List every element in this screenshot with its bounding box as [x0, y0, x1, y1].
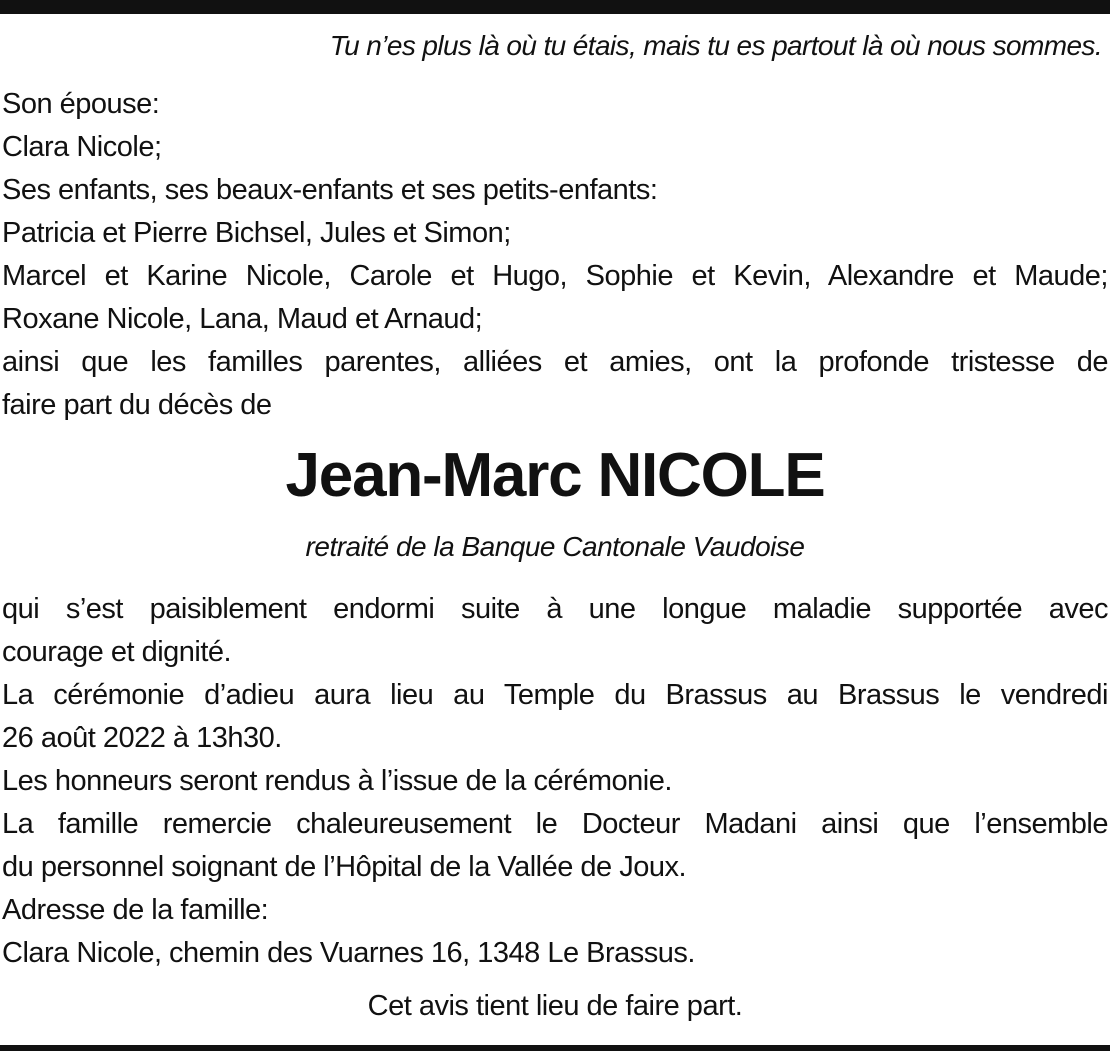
deceased-occupation: retraité de la Banque Cantonale Vaudoise: [305, 531, 805, 562]
thanks-text: La famille remercie chaleureusement le Docteur Madani ainsi que l’ensemble: [2, 808, 1108, 840]
thanks-text: du personnel soignant de l’Hôpital de la Vallée de Joux.: [2, 851, 687, 883]
announcement-text: faire part du décès de: [2, 389, 272, 421]
epigraph-quote: Tu n’es plus là où tu étais, mais tu es partout là où nous sommes.: [329, 30, 1102, 61]
children-heading: Ses enfants, ses beaux-enfants et ses petits-enfants:: [2, 174, 658, 206]
deceased-name: Jean-Marc NICOLE: [285, 441, 825, 510]
top-border-rule: [0, 0, 1110, 14]
family-section: [2, 83, 1108, 427]
bottom-border-rule: [0, 1045, 1110, 1051]
ceremony-text: La cérémonie d’adieu aura lieu au Temple du Brassus au Brassus le vendredi: [2, 679, 1108, 711]
announcement-text: ainsi que les familles parentes, alliées et amies, ont la profonde tristesse de: [2, 346, 1108, 378]
children-family-line: Patricia et Pierre Bichsel, Jules et Simon;: [2, 217, 511, 249]
children-family-line: Roxane Nicole, Lana, Maud et Arnaud;: [2, 303, 483, 335]
passing-text: courage et dignité.: [2, 636, 232, 668]
family-address: Clara Nicole, chemin des Vuarnes 16, 1348 Le Brassus.: [2, 937, 695, 969]
honors-text: Les honneurs seront rendus à l’issue de la cérémonie.: [2, 765, 672, 797]
spouse-name: Clara Nicole;: [2, 131, 162, 163]
details-section: [2, 588, 1108, 975]
spouse-heading: Son épouse:: [2, 88, 160, 120]
children-family-line: Marcel et Karine Nicole, Carole et Hugo, Sophie et Kevin, Alexandre et Maude;: [2, 260, 1108, 292]
closing-note: Cet avis tient lieu de faire part.: [367, 990, 743, 1022]
ceremony-text: 26 août 2022 à 13h30.: [2, 722, 282, 754]
address-heading: Adresse de la famille:: [2, 894, 269, 926]
passing-text: qui s’est paisiblement endormi suite à une longue maladie supportée avec: [2, 593, 1108, 625]
